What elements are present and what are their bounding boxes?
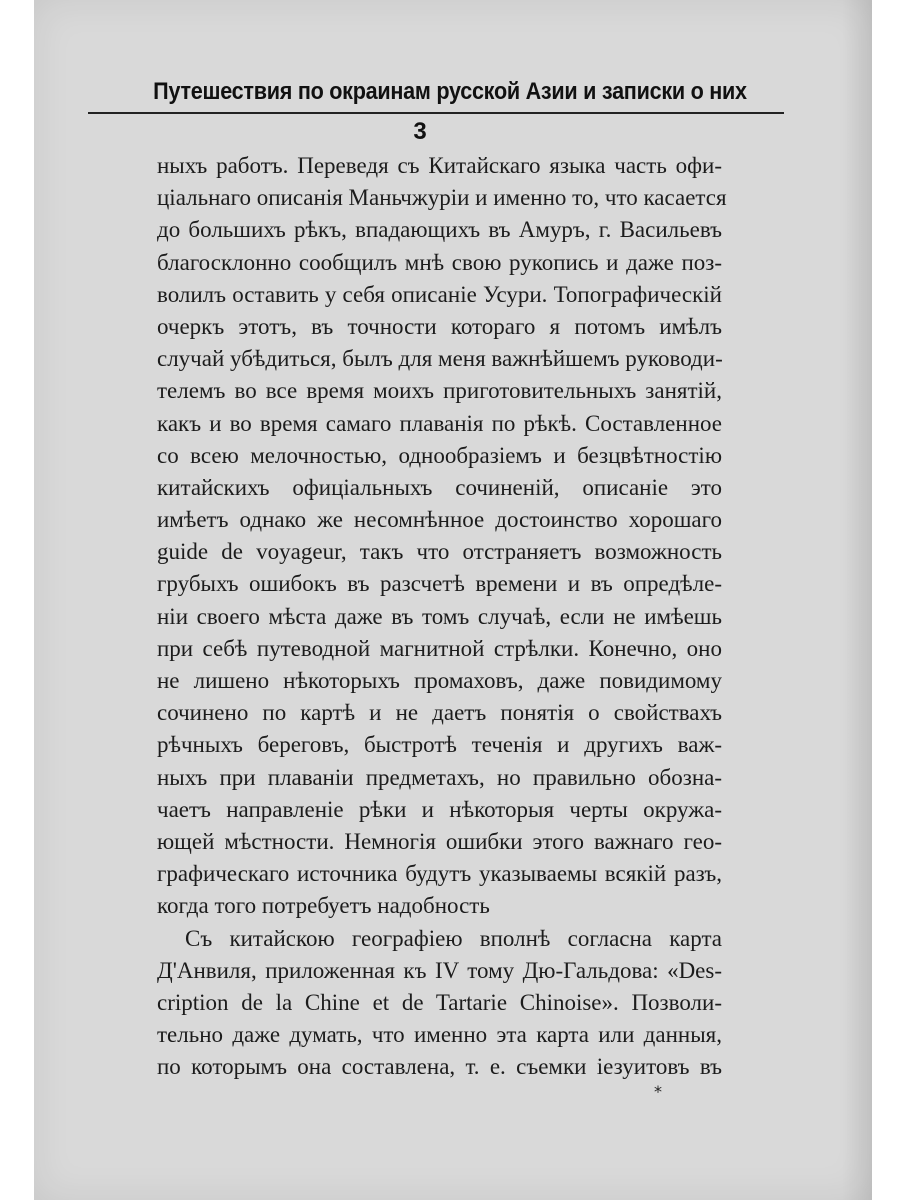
text-line: ніи своего мѣста даже въ томъ случаѣ, если не имѣешь (157, 603, 722, 629)
text-line: китайскихъ офиціальныхъ сочиненій, описаніе это (157, 474, 722, 500)
text-line: до большихъ рѣкъ, впадающихъ въ Амуръ, г. Васильевъ (157, 217, 722, 243)
text-line: когда того потребуетъ надобность (157, 893, 490, 919)
text-line: грубыхъ ошибокъ въ разсчетѣ времени и въ опредѣле- (157, 571, 722, 597)
book-title-header: Путешествия по окраинам русской Азии и записки о них (153, 78, 747, 105)
text-line: волилъ оставить у себя описаніе Усури. Топографическій (157, 281, 722, 307)
text-line: не лишено нѣкоторыхъ промаховъ, даже повидимому (157, 668, 722, 693)
text-line: по которымъ она составлена, т. е. съемки іезуитовъ въ (157, 1054, 722, 1080)
text-line: cription de la Chine et de Tartarie Chinoise». Позволи- (157, 989, 722, 1015)
text-line: сочинено по картѣ и не даетъ понятія о свойствахъ (157, 700, 722, 726)
text-line: случай убѣдиться, былъ для меня важнѣйшемъ руководи- (157, 346, 723, 372)
text-line: ціальнаго описанія Маньчжуріи и именно то, что касается (157, 185, 727, 211)
page-number: 3 (413, 118, 427, 145)
text-line: тельно даже думать, что именно эта карта или данныя, (157, 1022, 722, 1048)
text-line: благосклонно сообщилъ мнѣ свою рукопись и даже поз- (157, 249, 722, 275)
footer-asterisk: * (654, 1082, 662, 1101)
paragraph-start-line: Съ китайскою географіею вполнѣ согласна карта (185, 925, 722, 951)
text-line: Д'Анвиля, приложенная къ IV тому Дю-Гальдова: «Des- (157, 957, 722, 983)
text-line: рѣчныхъ береговъ, быстротѣ теченія и другихъ важ- (157, 732, 722, 758)
body-text (157, 150, 727, 1083)
text-line: guide de voyageur, такъ что отстраняетъ возможность (157, 539, 722, 565)
text-line: какъ и во время самаго плаванія по рѣкѣ. Составленное (157, 410, 722, 436)
text-line: очеркъ этотъ, въ точности котораго я потомъ имѣлъ (157, 313, 722, 339)
text-line: телемъ во все время моихъ приготовительныхъ занятій, (157, 378, 722, 404)
text-line: графическаго источника будутъ указываемы всякій разъ, (157, 861, 722, 887)
text-line: при себѣ путеводной магнитной стрѣлки. Конечно, оно (157, 635, 722, 661)
text-line: ныхъ при плаваніи предметахъ, но правильно обозна- (157, 764, 722, 790)
page-edge-shadow (842, 0, 872, 1200)
text-line: имѣетъ однако же несомнѣнное достоинство хорошаго (157, 507, 722, 533)
header-rule (88, 112, 784, 114)
text-line: чаетъ направленіе рѣки и нѣкоторыя черты окружа- (157, 796, 722, 822)
text-line: ющей мѣстности. Немногія ошибки этого важнаго гео- (157, 828, 722, 854)
text-line: ныхъ работъ. Переведя съ Китайскаго языка часть офи- (157, 153, 722, 178)
text-line: со всею мелочностью, однообразіемъ и безцвѣтностію (157, 442, 722, 468)
